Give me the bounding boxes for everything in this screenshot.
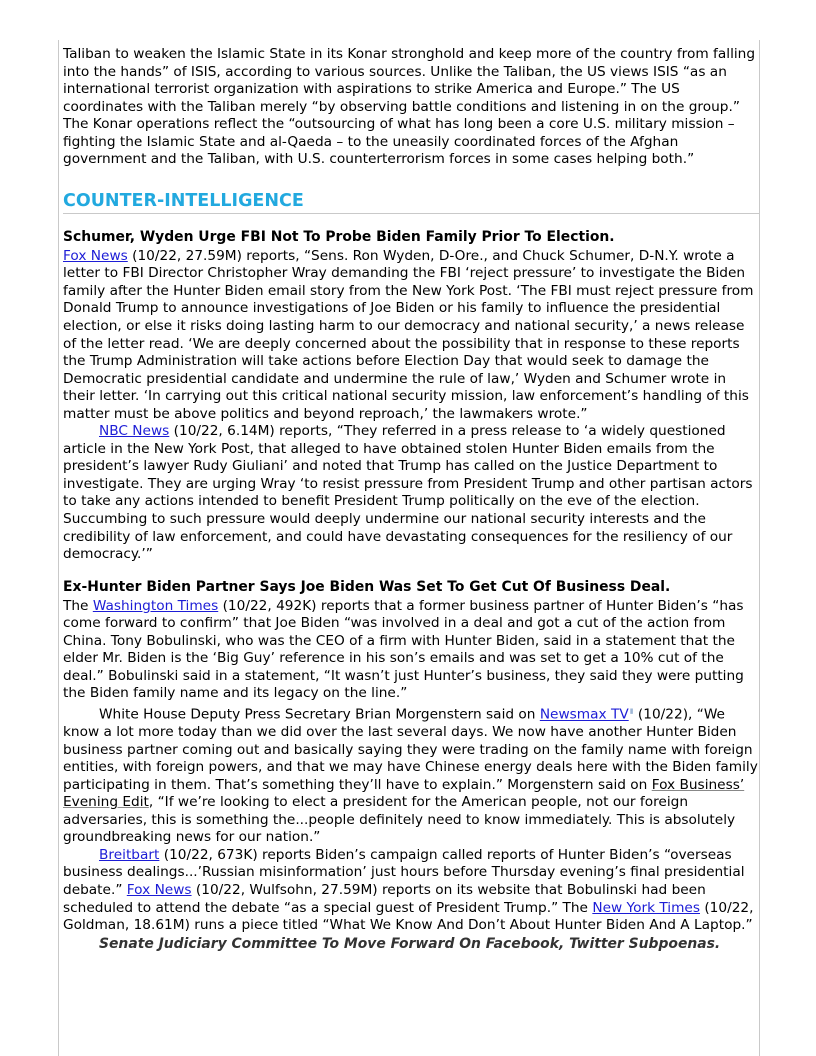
story2-p2-text-a: (10/22), “We know a lot more today than we did over the last several days. We now have another Hunter Biden business partner coming out and basically saying they were trading on the family name with foreign entities, with foreign powers, and that we may have Chinese energy deals here with the Biden family participating in them. That’s something they’ll have to explain.” Morgenstern said on: [63, 706, 758, 793]
story2-p2-text-b: , “If we’re looking to elect a president for the American people, not our foreign adversaries, this is something the...people definitely need to know immediately. This is absolutely groundbreaking news for our nation.”: [63, 794, 736, 846]
newsletter-page: [58, 40, 760, 1056]
source-link-nbc-news[interactable]: NBC News: [99, 423, 170, 440]
story2-p2-lead: White House Deputy Press Secretary Brian Morgenstern said on: [99, 706, 540, 723]
story1-paragraph-1: [63, 248, 759, 423]
story2-p3-text-c: (10/22, Goldman, 18.61M) runs a piece titled “What We Know And Don’t About Hunter Biden And A Laptop.”: [63, 899, 754, 934]
section-heading-counter-intelligence: COUNTER-INTELLIGENCE: [63, 190, 759, 214]
story-headline-schumer-wyden: Schumer, Wyden Urge FBI Not To Probe Biden Family Prior To Election.: [63, 228, 615, 245]
intro-paragraph: Taliban to weaken the Islamic State in its Konar stronghold and keep more of the country from falling into the hands” of ISIS, according to various sources. Unlike the Taliban, the US views ISIS “as an international terrorist organization with aspirations to strike America and Europe.” The US coordinates with the Taliban merely “by observing battle conditions and listening in on the group.” The Konar operations reflect the “outsourcing of what has long been a core U.S. military mission – fighting the Islamic State and al-Qaeda – to the uneasily coordinated forces of the Afghan government and the Taliban, with U.S. counterterrorism forces in some cases helping both.”: [63, 46, 756, 168]
story-headline-hunter-biden-partner: Ex-Hunter Biden Partner Says Joe Biden Was Set To Get Cut Of Business Deal.: [63, 578, 671, 595]
story2-paragraph-2: [63, 703, 759, 847]
story2-paragraph-3: [63, 847, 759, 935]
source-link-breitbart[interactable]: Breitbart: [99, 846, 160, 863]
story2-p3-text-b: (10/22, Wulfsohn, 27.59M) reports on its website that Bobulinski had been scheduled to attend the debate “as a special guest of President Trump.” The: [63, 881, 706, 916]
story1-paragraph-2: [63, 423, 759, 563]
story1-p2-text: (10/22, 6.14M) reports, “They referred in a press release to ‘a widely questioned article in the New York Post, that alleged to have obtained stolen Hunter Biden emails from the president’s lawyer Rudy Giuliani’ and noted that Trump has called on the Justice Department to investigate. They are urging Wray ‘to resist pressure from President Trump and other partisan actors to take any actions intended to benefit President Trump politically on the eve of the election. Succumbing to such pressure would deeply undermine our national security interests and the credibility of law enforcement, and could have devastating consequences for the resiliency of our democracy.’”: [63, 423, 753, 563]
source-link-washington-times[interactable]: Washington Times: [92, 597, 219, 614]
story1-p1-text: (10/22, 27.59M) reports, “Sens. Ron Wyden, D-Ore., and Chuck Schumer, D-N.Y. wrote a letter to FBI Director Christopher Wray demanding the FBI ‘reject pressure’ to investigate the Biden family after the Hunter Biden email story from the New York Post. ‘The FBI must reject pressure from Donald Trump to announce investigations of Joe Biden or his family to influence the presidential election, or else it risks doing lasting harm to our democracy and national security,’ a news release of the letter read. ‘We are deeply concerned about the possibility that in response to these reports the Trump Administration will take actions before Election Day that would seek to damage the Democratic presidential candidate and undermine the rule of law,’ Wyden and Schumer wrote in their letter. ‘In carrying out this critical national security mission, law enforcement’s handling of this matter must be above politics and beyond reproach,’ the lawmakers wrote.”: [63, 247, 754, 422]
story2-p3-text-a: (10/22, 673K) reports Biden’s campaign called reports of Hunter Biden’s “overseas business dealings...’Russian misinformation’ just hours before Thursday evening’s final presidential debate.”: [63, 846, 745, 898]
story2-paragraph-1: [63, 598, 759, 703]
source-fox-business-evening-edit: Fox Business’ Evening Edit: [63, 776, 745, 811]
story2-p1-text: (10/22, 492K) reports that a former business partner of Hunter Biden’s “has come forward to confirm” that Joe Biden “was involved in a deal and got a cut of the action from China. Tony Bobulinski, who was the CEO of a firm with Hunter Biden, said in a statement that the elder Mr. Biden is the ‘Big Guy’ reference in his son’s emails and was set to get a 10% cut of the deal.” Bobulinski said in a statement, “It wasn’t just Hunter’s business, they said they were putting the Biden family name and its legacy on the line.”: [63, 597, 744, 702]
story2-p1-lead: The: [63, 597, 93, 614]
video-marker-icon: ▮: [629, 706, 634, 715]
next-story-headline: Senate Judiciary Committee To Move Forward On Facebook, Twitter Subpoenas.: [99, 935, 721, 952]
source-link-fox-news-2[interactable]: Fox News: [126, 881, 192, 898]
source-link-newsmax-tv[interactable]: Newsmax TV: [539, 706, 629, 723]
source-link-fox-news[interactable]: Fox News: [63, 247, 128, 264]
source-link-new-york-times[interactable]: New York Times: [592, 899, 700, 916]
